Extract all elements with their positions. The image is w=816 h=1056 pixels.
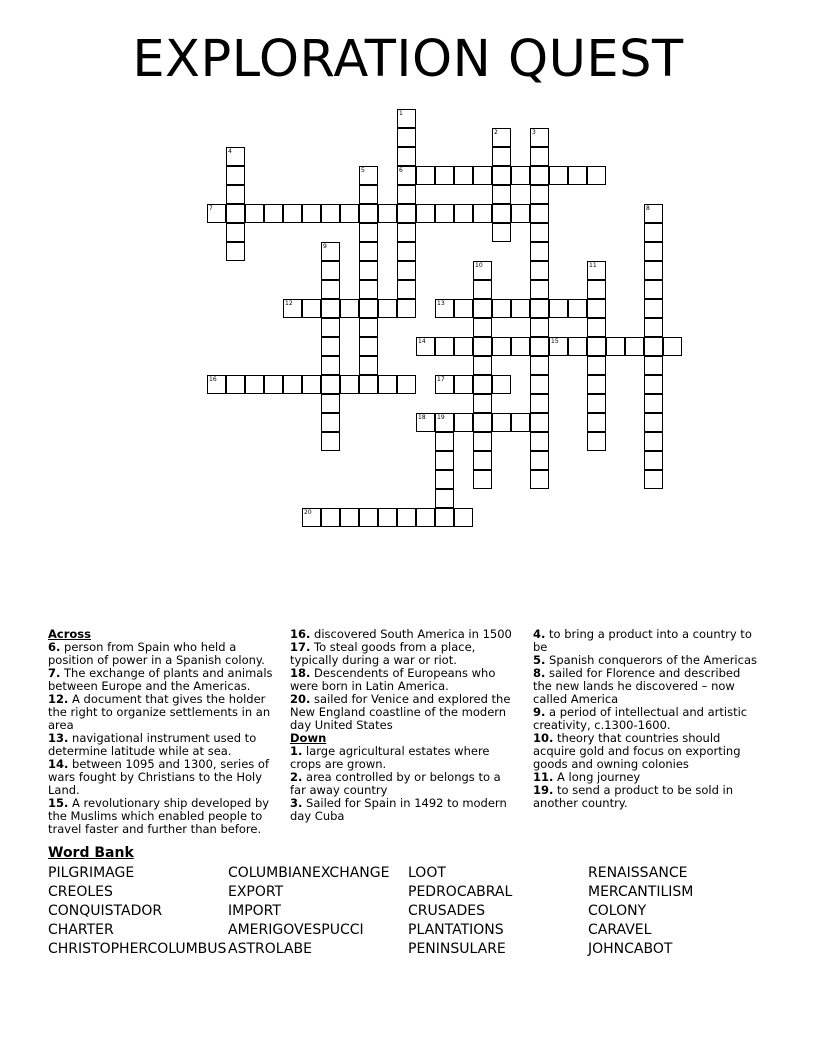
grid-cell[interactable] — [473, 204, 492, 223]
grid-cell[interactable] — [397, 204, 416, 223]
clue-number: 18 — [418, 414, 426, 421]
grid-cell[interactable] — [644, 261, 663, 280]
grid-cell[interactable] — [473, 413, 492, 432]
grid-cell[interactable] — [530, 413, 549, 432]
grid-cell[interactable] — [473, 394, 492, 413]
word-bank-word: CHARTER — [48, 922, 114, 938]
clue-text: A long journey — [553, 770, 641, 784]
grid-cell[interactable] — [568, 299, 587, 318]
grid-cell[interactable] — [511, 337, 530, 356]
grid-cell[interactable] — [644, 280, 663, 299]
grid-cell[interactable] — [359, 318, 378, 337]
clues-column-2 — [290, 628, 515, 823]
clue-number: 12. — [48, 692, 69, 706]
clue-text: A revolutionary ship developed by the Muslims which enabled people to travel faster and further than before. — [48, 796, 270, 836]
word-bank-word: CONQUISTADOR — [48, 903, 163, 919]
word-bank-word: COLONY — [588, 903, 647, 919]
grid-cell[interactable] — [321, 508, 340, 527]
clue-text: between 1095 and 1300, series of wars fought by Christians to the Holy Land. — [48, 757, 270, 797]
grid-cell[interactable] — [340, 508, 359, 527]
word-bank-column — [48, 864, 228, 959]
grid-cell[interactable] — [397, 375, 416, 394]
grid-cell[interactable] — [454, 413, 473, 432]
grid-cell[interactable] — [416, 166, 435, 185]
clue-text: To steal goods from a place, typically during a war or riot. — [290, 640, 476, 667]
word-bank-column — [228, 864, 408, 959]
grid-cell[interactable] — [207, 375, 226, 394]
grid-cell[interactable] — [492, 223, 511, 242]
grid-cell[interactable] — [454, 508, 473, 527]
grid-cell[interactable] — [321, 413, 340, 432]
grid-cell[interactable] — [302, 375, 321, 394]
grid-cell[interactable] — [359, 356, 378, 375]
grid-cell[interactable] — [302, 508, 321, 527]
grid-cell[interactable] — [397, 299, 416, 318]
clue-text: sailed for Venice and explored the New England coastline of the modern day United States — [290, 692, 511, 732]
across-clue-list — [48, 641, 273, 836]
grid-cell[interactable] — [302, 204, 321, 223]
grid-cell[interactable] — [473, 470, 492, 489]
clue-number: 19. — [533, 783, 554, 797]
down-clue-list — [290, 745, 515, 823]
clue-text: area controlled by or belongs to a far away country — [290, 770, 501, 797]
grid-cell[interactable] — [435, 508, 454, 527]
grid-cell[interactable] — [378, 508, 397, 527]
clue-text: discovered South America in 1500 — [310, 627, 512, 641]
grid-cell[interactable] — [416, 413, 435, 432]
grid-cell[interactable] — [492, 204, 511, 223]
grid-cell[interactable] — [473, 318, 492, 337]
clue — [48, 641, 273, 667]
clue-text: Descendents of Europeans who were born in Latin America. — [290, 666, 496, 693]
grid-cell[interactable] — [587, 337, 606, 356]
word-bank-word: PLANTATIONS — [408, 922, 504, 938]
clue — [290, 745, 515, 771]
grid-cell[interactable] — [226, 242, 245, 261]
grid-cell[interactable] — [530, 166, 549, 185]
grid-cell[interactable] — [454, 204, 473, 223]
grid-cell[interactable] — [644, 318, 663, 337]
grid-cell[interactable] — [644, 451, 663, 470]
grid-cell[interactable] — [359, 204, 378, 223]
grid-cell[interactable] — [454, 375, 473, 394]
grid-cell[interactable] — [416, 508, 435, 527]
grid-cell[interactable] — [321, 299, 340, 318]
grid-cell[interactable] — [321, 242, 340, 261]
grid-cell[interactable] — [644, 337, 663, 356]
grid-cell[interactable] — [473, 356, 492, 375]
grid-cell[interactable] — [492, 147, 511, 166]
grid-cell[interactable] — [530, 356, 549, 375]
word-bank-column — [588, 864, 768, 959]
word-bank-word: PILGRIMAGE — [48, 865, 135, 881]
grid-cell[interactable] — [587, 280, 606, 299]
grid-cell[interactable] — [397, 109, 416, 128]
clue-number: 11. — [533, 770, 554, 784]
grid-cell[interactable] — [435, 299, 454, 318]
clue-number: 6. — [48, 640, 61, 654]
grid-cell[interactable] — [492, 413, 511, 432]
grid-cell[interactable] — [397, 128, 416, 147]
grid-cell[interactable] — [644, 413, 663, 432]
grid-cell[interactable] — [435, 470, 454, 489]
clues-column-1 — [48, 628, 273, 836]
across-clue-list-continued — [290, 628, 515, 732]
grid-cell[interactable] — [530, 432, 549, 451]
clue-number: 7 — [209, 205, 213, 212]
grid-cell[interactable] — [340, 299, 359, 318]
word-bank-word: RENAISSANCE — [588, 865, 688, 881]
grid-cell[interactable] — [397, 185, 416, 204]
clue-text: to bring a product into a country to be — [533, 627, 752, 654]
word-bank-word: JOHNCABOT — [588, 941, 673, 957]
grid-cell[interactable] — [473, 166, 492, 185]
clue-text: The exchange of plants and animals between Europe and the Americas. — [48, 666, 273, 693]
clue — [48, 732, 273, 758]
grid-cell[interactable] — [473, 280, 492, 299]
grid-cell[interactable] — [587, 394, 606, 413]
grid-cell[interactable] — [245, 204, 264, 223]
grid-cell[interactable] — [644, 299, 663, 318]
clue-text: to send a product to be sold in another country. — [533, 783, 734, 810]
clue-text: Sailed for Spain in 1492 to modern day Cuba — [290, 796, 507, 823]
grid-cell[interactable] — [359, 299, 378, 318]
grid-cell[interactable] — [340, 375, 359, 394]
grid-cell[interactable] — [644, 375, 663, 394]
clue-number: 8 — [646, 205, 650, 212]
grid-cell[interactable] — [454, 337, 473, 356]
grid-cell[interactable] — [530, 394, 549, 413]
grid-cell[interactable] — [435, 413, 454, 432]
grid-cell[interactable] — [359, 242, 378, 261]
grid-cell[interactable] — [397, 508, 416, 527]
grid-cell[interactable] — [473, 432, 492, 451]
grid-cell[interactable] — [321, 432, 340, 451]
grid-cell[interactable] — [359, 261, 378, 280]
grid-cell[interactable] — [245, 375, 264, 394]
grid-cell[interactable] — [321, 375, 340, 394]
grid-cell[interactable] — [226, 166, 245, 185]
grid-cell[interactable] — [511, 166, 530, 185]
grid-cell[interactable] — [606, 337, 625, 356]
clue — [533, 628, 758, 654]
clue-number: 9. — [533, 705, 546, 719]
grid-cell[interactable] — [264, 204, 283, 223]
clue — [290, 797, 515, 823]
grid-cell[interactable] — [511, 204, 530, 223]
across-header: Across — [48, 627, 91, 641]
word-bank-word: MERCANTILISM — [588, 884, 694, 900]
grid-cell[interactable] — [321, 318, 340, 337]
clue — [48, 758, 273, 797]
grid-cell[interactable] — [473, 261, 492, 280]
clue-number: 4 — [228, 148, 232, 155]
grid-cell[interactable] — [492, 337, 511, 356]
grid-cell[interactable] — [321, 394, 340, 413]
grid-cell[interactable] — [283, 299, 302, 318]
grid-cell[interactable] — [435, 375, 454, 394]
clue-number: 14. — [48, 757, 69, 771]
grid-cell[interactable] — [416, 337, 435, 356]
grid-cell[interactable] — [492, 166, 511, 185]
word-bank-title: Word Bank — [48, 845, 134, 861]
grid-cell[interactable] — [397, 147, 416, 166]
grid-cell[interactable] — [473, 375, 492, 394]
clue-number: 20 — [304, 509, 312, 516]
clue-number: 5. — [533, 653, 546, 667]
clue — [290, 667, 515, 693]
grid-cell[interactable] — [492, 299, 511, 318]
clue-number: 2 — [494, 129, 498, 136]
grid-cell[interactable] — [397, 242, 416, 261]
word-bank-word: COLUMBIANEXCHANGE — [228, 865, 390, 881]
word-bank-word: ASTROLABE — [228, 941, 312, 957]
grid-cell[interactable] — [435, 204, 454, 223]
grid-cell[interactable] — [302, 299, 321, 318]
clue-number: 3 — [532, 129, 536, 136]
grid-cell[interactable] — [359, 280, 378, 299]
grid-cell[interactable] — [226, 375, 245, 394]
down-clue-list-continued — [533, 628, 758, 810]
grid-cell[interactable] — [644, 432, 663, 451]
grid-cell[interactable] — [226, 204, 245, 223]
grid-cell[interactable] — [530, 375, 549, 394]
word-bank-word: IMPORT — [228, 903, 281, 919]
grid-cell[interactable] — [226, 147, 245, 166]
grid-cell[interactable] — [492, 185, 511, 204]
grid-cell[interactable] — [530, 299, 549, 318]
grid-cell[interactable] — [511, 413, 530, 432]
grid-cell[interactable] — [359, 223, 378, 242]
clue-text: sailed for Florence and described the new lands he discovered – now called America — [533, 666, 741, 706]
grid-cell[interactable] — [264, 375, 283, 394]
clue — [48, 667, 273, 693]
clue-number: 18. — [290, 666, 311, 680]
grid-cell[interactable] — [530, 128, 549, 147]
grid-cell[interactable] — [530, 242, 549, 261]
clue-number: 2. — [290, 770, 303, 784]
grid-cell[interactable] — [397, 261, 416, 280]
grid-cell[interactable] — [359, 508, 378, 527]
grid-cell[interactable] — [530, 261, 549, 280]
grid-cell[interactable] — [435, 432, 454, 451]
clue-number: 8. — [533, 666, 546, 680]
grid-cell[interactable] — [568, 166, 587, 185]
grid-cell[interactable] — [473, 451, 492, 470]
grid-cell[interactable] — [587, 299, 606, 318]
clue-text: person from Spain who held a position of power in a Spanish colony. — [48, 640, 265, 667]
clue-number: 16 — [209, 376, 217, 383]
grid-cell[interactable] — [549, 299, 568, 318]
grid-cell[interactable] — [454, 299, 473, 318]
grid-cell[interactable] — [454, 166, 473, 185]
grid-cell[interactable] — [549, 166, 568, 185]
clue-number: 19 — [437, 414, 445, 421]
clues-column-3 — [533, 628, 758, 810]
grid-cell[interactable] — [530, 337, 549, 356]
word-bank-word: LOOT — [408, 865, 446, 881]
grid-cell[interactable] — [549, 337, 568, 356]
clue-number: 3. — [290, 796, 303, 810]
grid-cell[interactable] — [530, 147, 549, 166]
grid-cell[interactable] — [587, 356, 606, 375]
grid-cell[interactable] — [283, 375, 302, 394]
clue-number: 15 — [551, 338, 559, 345]
clue-number: 10. — [533, 731, 554, 745]
grid-cell[interactable] — [530, 223, 549, 242]
clue — [290, 693, 515, 732]
grid-cell[interactable] — [530, 204, 549, 223]
grid-cell[interactable] — [321, 337, 340, 356]
grid-cell[interactable] — [644, 242, 663, 261]
clue — [48, 693, 273, 732]
word-bank-word: PEDROCABRAL — [408, 884, 513, 900]
grid-cell[interactable] — [378, 375, 397, 394]
grid-cell[interactable] — [473, 337, 492, 356]
word-bank-word: EXPORT — [228, 884, 284, 900]
clue-number: 7. — [48, 666, 61, 680]
clue-number: 6 — [399, 167, 403, 174]
grid-cell[interactable] — [530, 280, 549, 299]
clue-number: 10 — [475, 262, 483, 269]
word-bank-word: CARAVEL — [588, 922, 652, 938]
clue-number: 17 — [437, 376, 445, 383]
grid-cell[interactable] — [359, 166, 378, 185]
grid-cell[interactable] — [511, 299, 530, 318]
grid-cell[interactable] — [644, 394, 663, 413]
grid-cell[interactable] — [530, 451, 549, 470]
clue-text: navigational instrument used to determine latitude while at sea. — [48, 731, 257, 758]
grid-cell[interactable] — [226, 223, 245, 242]
grid-cell[interactable] — [397, 280, 416, 299]
clue — [290, 641, 515, 667]
grid-cell[interactable] — [644, 470, 663, 489]
grid-cell[interactable] — [587, 318, 606, 337]
grid-cell[interactable] — [587, 166, 606, 185]
clue-number: 4. — [533, 627, 546, 641]
clue-number: 1. — [290, 744, 303, 758]
grid-cell[interactable] — [644, 223, 663, 242]
clue-number: 15. — [48, 796, 69, 810]
grid-cell[interactable] — [359, 185, 378, 204]
grid-cell[interactable] — [378, 204, 397, 223]
grid-cell[interactable] — [359, 375, 378, 394]
grid-cell[interactable] — [587, 432, 606, 451]
grid-cell[interactable] — [492, 128, 511, 147]
grid-cell[interactable] — [530, 318, 549, 337]
grid-cell[interactable] — [587, 413, 606, 432]
clue-number: 5 — [361, 167, 365, 174]
down-header: Down — [290, 731, 327, 745]
grid-cell[interactable] — [397, 223, 416, 242]
grid-cell[interactable] — [359, 337, 378, 356]
clue-number: 1 — [399, 110, 403, 117]
clue-number: 11 — [589, 262, 597, 269]
grid-cell[interactable] — [416, 204, 435, 223]
grid-cell[interactable] — [530, 470, 549, 489]
grid-cell[interactable] — [321, 204, 340, 223]
grid-cell[interactable] — [321, 280, 340, 299]
word-bank-word: PENINSULARE — [408, 941, 506, 957]
clue-text: a period of intellectual and artistic creativity, c.1300-1600. — [533, 705, 748, 732]
word-bank-column — [408, 864, 588, 959]
clue-number: 14 — [418, 338, 426, 345]
page-title: EXPLORATION QUEST — [132, 30, 684, 89]
word-bank-word: CHRISTOPHERCOLUMBUS — [48, 941, 227, 957]
clue-number: 9 — [323, 243, 327, 250]
clue-text: theory that countries should acquire gold and focus on exporting goods and owning colonies — [533, 731, 741, 771]
clue — [290, 771, 515, 797]
clue — [533, 732, 758, 771]
clue-number: 13 — [437, 300, 445, 307]
grid-cell[interactable] — [530, 185, 549, 204]
grid-cell[interactable] — [492, 375, 511, 394]
clue-number: 20. — [290, 692, 311, 706]
clue-number: 13. — [48, 731, 69, 745]
clue-text: large agricultural estates where crops are grown. — [290, 744, 490, 771]
grid-cell[interactable] — [226, 185, 245, 204]
grid-cell[interactable] — [397, 166, 416, 185]
grid-cell[interactable] — [587, 375, 606, 394]
grid-cell[interactable] — [587, 261, 606, 280]
grid-cell[interactable] — [644, 356, 663, 375]
grid-cell[interactable] — [207, 204, 226, 223]
grid-cell[interactable] — [625, 337, 644, 356]
word-bank-word: CRUSADES — [408, 903, 485, 919]
clue — [533, 667, 758, 706]
grid-cell[interactable] — [663, 337, 682, 356]
grid-cell[interactable] — [435, 451, 454, 470]
grid-cell[interactable] — [340, 204, 359, 223]
grid-cell[interactable] — [644, 204, 663, 223]
clue — [48, 797, 273, 836]
grid-cell[interactable] — [473, 299, 492, 318]
word-bank-word: CREOLES — [48, 884, 113, 900]
clue — [533, 784, 758, 810]
grid-cell[interactable] — [378, 299, 397, 318]
clue — [533, 706, 758, 732]
grid-cell[interactable] — [321, 356, 340, 375]
grid-cell[interactable] — [435, 166, 454, 185]
clue-text: A document that gives the holder the right to organize settlements in an area — [48, 692, 271, 732]
clue-text: Spanish conquerors of the Americas — [545, 653, 757, 667]
grid-cell[interactable] — [435, 489, 454, 508]
word-bank-word: AMERIGOVESPUCCI — [228, 922, 364, 938]
grid-cell[interactable] — [568, 337, 587, 356]
grid-cell[interactable] — [283, 204, 302, 223]
clue-number: 16. — [290, 627, 311, 641]
clue-number: 12 — [285, 300, 293, 307]
clue-number: 17. — [290, 640, 311, 654]
grid-cell[interactable] — [435, 337, 454, 356]
grid-cell[interactable] — [321, 261, 340, 280]
